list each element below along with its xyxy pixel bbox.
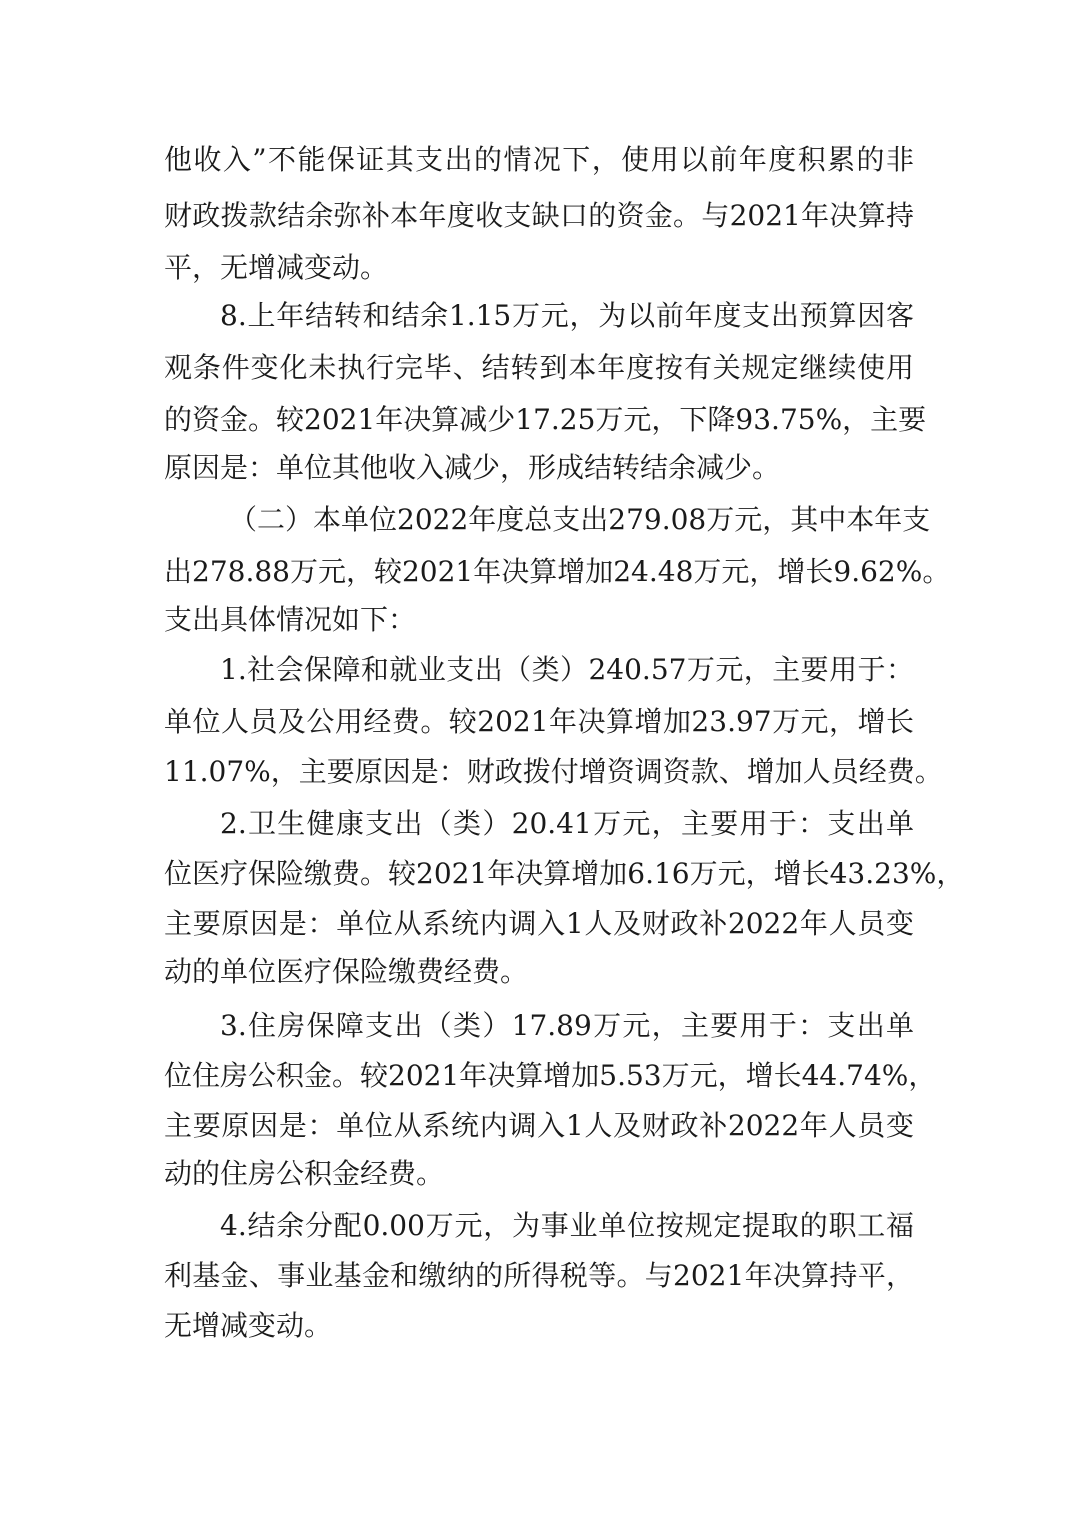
paragraph-line: 位医疗保险缴费。较2021年决算增加6.16万元，增长43.23%， [164,857,965,890]
paragraph-line: 的资金。较2021年决算减少17.25万元，下降93.75%，主要 [164,403,927,436]
paragraph-line: 单位人员及公用经费。较2021年决算增加23.97万元，增长 [164,705,914,738]
paragraph-line: 出278.88万元，较2021年决算增加24.48万元，增长9.62%。 [164,555,951,588]
paragraph-line: 1.社会保障和就业支出（类）240.57万元，主要用于： [220,653,914,686]
paragraph-line: 财政拨款结余弥补本年度收支缺口的资金。与2021年决算持 [164,199,914,232]
paragraph-line: 无增减变动。 [164,1309,333,1342]
paragraph-line: 主要原因是：单位从系统内调入1人及财政补2022年人员变 [164,1109,914,1142]
paragraph-line: 4.结余分配0.00万元，为事业单位按规定提取的职工福 [220,1209,914,1242]
paragraph-line: 2.卫生健康支出（类）20.41万元，主要用于：支出单 [220,807,914,840]
paragraph-line: 平，无增减变动。 [164,251,389,284]
paragraph-line: 动的住房公积金经费。 [164,1157,445,1190]
paragraph-line: 位住房公积金。较2021年决算增加5.53万元，增长44.74%， [164,1059,937,1092]
paragraph-line: 利基金、事业基金和缴纳的所得税等。与2021年决算持平， [164,1259,914,1292]
paragraph-line: 动的单位医疗保险缴费经费。 [164,955,529,988]
paragraph-line: 原因是：单位其他收入减少，形成结转结余减少。 [164,451,781,484]
paragraph-line: 8.上年结转和结余1.15万元，为以前年度支出预算因客 [220,299,914,332]
paragraph-line: 11.07%，主要原因是：财政拨付增资调资款、增加人员经费。 [164,755,943,788]
paragraph-line: 支出具体情况如下： [164,603,417,636]
paragraph-line: 观条件变化未执行完毕、结转到本年度按有关规定继续使用 [164,351,914,384]
paragraph-line: （二）本单位2022年度总支出279.08万元，其中本年支 [229,503,931,536]
paragraph-line: 3.住房保障支出（类）17.89万元，主要用于：支出单 [220,1009,914,1042]
paragraph-line: 他收入”不能保证其支出的情况下，使用以前年度积累的非 [164,143,914,176]
paragraph-line: 主要原因是：单位从系统内调入1人及财政补2022年人员变 [164,907,914,940]
